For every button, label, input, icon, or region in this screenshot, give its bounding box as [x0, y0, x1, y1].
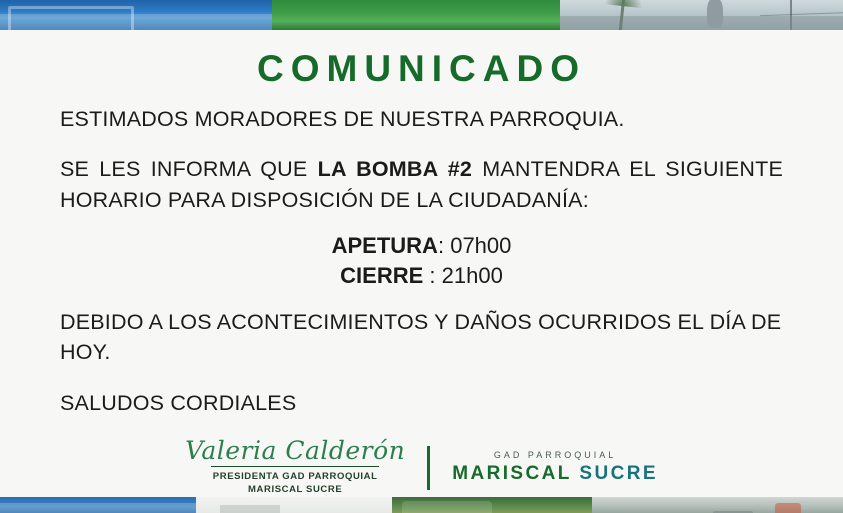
closing-value: 21h00 — [441, 263, 503, 289]
opening-separator: : — [437, 233, 445, 259]
schedule-row-closing — [60, 261, 783, 291]
document-content — [0, 30, 843, 497]
logo-word-sucre: SUCRE — [579, 463, 658, 485]
body-paragraph-1 — [60, 154, 783, 215]
vertical-divider — [427, 446, 430, 490]
signature-area — [60, 438, 783, 497]
logo-top-text: GAD PARROQUIAL — [493, 450, 617, 461]
closing-separator: : — [423, 263, 436, 289]
photo-cell-park — [392, 497, 592, 513]
schedule-row-opening — [60, 231, 783, 261]
bird-shape — [707, 0, 723, 28]
page-title: COMUNICADO — [257, 47, 586, 89]
logo-main-text — [452, 463, 658, 485]
signature-role-line-2: MARISCAL SUCRE — [248, 484, 343, 496]
opening-value: 07h00 — [450, 233, 512, 259]
body-1-post: MANTENDRA EL SIGUIENTE HORARIO PARA DISPOSICIÓN DE LA CIUDADANÍA: — [60, 157, 783, 212]
body-1-pre: SE LES INFORMA QUE — [60, 157, 318, 182]
signature-role-line-1: PRESIDENTA GAD PARROQUIAL — [212, 471, 378, 483]
photo-cell-pool — [0, 497, 196, 513]
signature-rule — [211, 466, 379, 467]
gad-logo — [452, 450, 658, 485]
bottom-photo-band — [0, 497, 843, 513]
schedule-block — [60, 231, 783, 290]
body-1-highlight: LA BOMBA #2 — [317, 157, 473, 182]
logo-word-mariscal: MARISCAL — [452, 463, 572, 485]
road-shape — [560, 16, 843, 30]
photo-cell-green-field — [272, 0, 560, 30]
body-paragraph-2: DEBIDO A LOS ACONTECIMIENTOS Y DAÑOS OCURRIDOS EL DÍA DE HOY. — [60, 309, 782, 365]
signature-block — [185, 438, 405, 497]
opening-label: APETURA — [331, 233, 438, 259]
greeting-text: ESTIMADOS MORADORES DE NUESTRA PARROQUIA. — [60, 106, 625, 131]
photo-cell-stadium — [0, 0, 272, 30]
signature-script: Valeria Calderón — [185, 436, 406, 466]
closing-label: CIERRE — [340, 263, 424, 289]
top-photo-band — [0, 0, 843, 30]
photo-cell-street — [560, 0, 843, 30]
photo-cell-building — [196, 497, 392, 513]
closing-text: SALUDOS CORDIALES — [60, 390, 297, 415]
photo-cell-market — [592, 497, 843, 513]
